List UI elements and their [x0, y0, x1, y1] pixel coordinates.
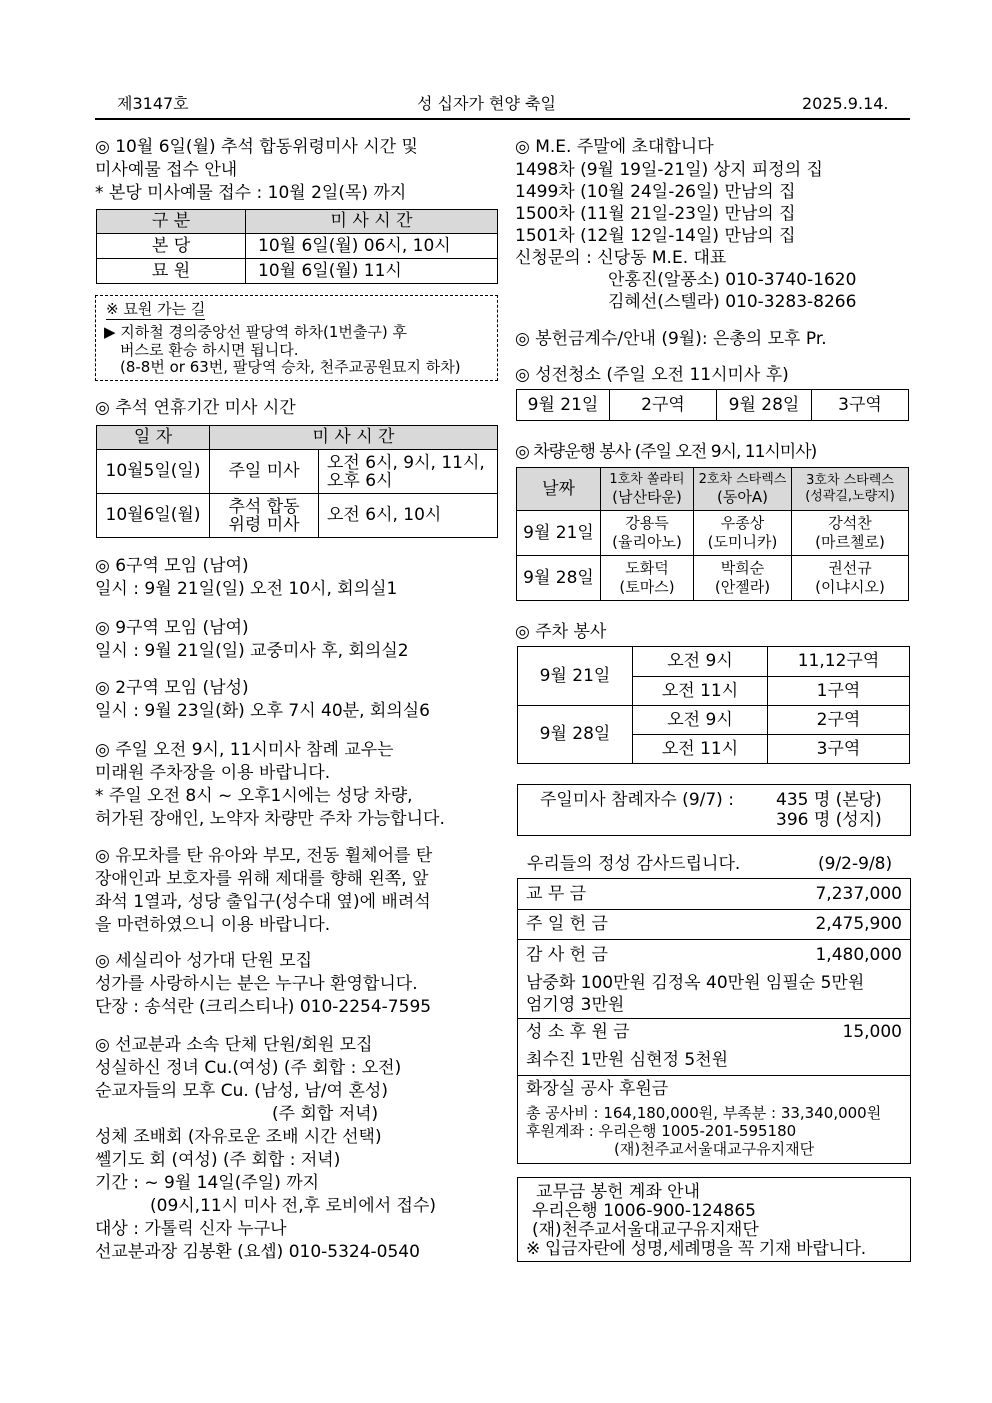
- table-cell: 2구역: [768, 706, 910, 735]
- meeting-detail: 일시 : 9월 21일(일) 오전 10시, 회의실1: [95, 579, 398, 599]
- table-cell: 9월 21일: [518, 647, 633, 706]
- parking-notice-line: ◎ 주일 오전 9시, 11시미사 참례 교우는: [95, 740, 394, 760]
- parking-notice-line: 미래원 주차장을 이용 바랍니다.: [95, 763, 331, 783]
- table-cell: 묘 원: [97, 259, 246, 284]
- driver-baptismal: (이냐시오): [815, 578, 885, 596]
- table-cell: [601, 511, 694, 556]
- table-cell: 9월 28일: [717, 390, 812, 421]
- vehicle-header-line: (성곽길,노량지): [805, 489, 895, 504]
- offering-amount: 2,475,900: [815, 914, 902, 934]
- driver-baptismal: (안젤라): [714, 578, 771, 596]
- account-line: ※ 입금자란에 성명,세례명을 꼭 기재 바랍니다.: [526, 1239, 866, 1259]
- account-box: [517, 1177, 911, 1262]
- cemetery-route-box: [95, 295, 498, 381]
- table-cell: 3구역: [812, 390, 909, 421]
- parking-notice-line: 허가된 장애인, 노약자 차량만 주차 가능합니다.: [95, 809, 445, 829]
- stroller-notice-line: ◎ 유모차를 탄 유아와 부모, 전동 휠체어를 탄: [95, 846, 433, 866]
- table-cell: 3구역: [768, 735, 910, 764]
- table-header: [792, 468, 909, 511]
- stroller-notice-line: 을 마련하였으니 이용 바랍니다.: [95, 915, 331, 935]
- driver-name: 우종상: [720, 514, 765, 532]
- offering-counter: ◎ 봉헌금계수/안내 (9월): 은총의 모후 Pr.: [515, 329, 827, 349]
- vehicle-header-line: 3호차 스타렉스: [806, 473, 894, 488]
- route-title: ※ 묘원 가는 길: [106, 300, 206, 318]
- stroller-notice-line: 장애인과 보호자를 위해 제대를 향해 왼쪽, 앞: [95, 869, 429, 889]
- choir-line: ◎ 세실리아 성가대 단원 모집: [95, 951, 313, 971]
- mass-type-line: 위령 미사: [228, 514, 300, 535]
- table-cell: 본 당: [97, 234, 246, 259]
- route-line: 버스로 환승 하시면 됩니다.: [120, 341, 299, 359]
- offering-amount: 15,000: [842, 1022, 902, 1042]
- choir-line: 성가를 사랑하시는 분은 누구나 환영합니다.: [95, 974, 418, 994]
- attendance-value: 396 명 (성지): [776, 810, 882, 830]
- mission-line: ◎ 선교분과 소속 단체 단원/회원 모집: [95, 1035, 373, 1055]
- mission-line: 성실하신 정녀 Cu.(여성) (주 회합 : 오전): [95, 1058, 402, 1078]
- thanks-period: (9/2-9/8): [818, 854, 893, 874]
- vehicle-title: ◎ 차량운행 봉사 (주일 오전 9시, 11시미사): [515, 442, 817, 462]
- me-line: 1498차 (9월 19일-21일) 상지 피정의 집: [515, 160, 823, 180]
- table-cell: 오전 6시, 10시: [319, 494, 498, 538]
- driver-name: 박희순: [720, 559, 765, 577]
- account-line: (재)천주교서울대교구유지재단: [532, 1220, 759, 1240]
- mission-line: 기간 : ~ 9월 14일(주일) 까지: [95, 1173, 320, 1193]
- offering-detail: 총 공사비 : 164,180,000원, 부족분 : 33,340,000원: [526, 1104, 882, 1122]
- offering-row: [518, 1076, 910, 1163]
- table-cell: 9월 21일: [517, 390, 610, 421]
- mission-line: 대상 : 가톨릭 신자 누구나: [95, 1219, 287, 1239]
- holiday-mass-table: [96, 425, 498, 538]
- thanks-title: 우리들의 정성 감사드립니다.: [527, 854, 741, 874]
- bulletin-header: [95, 92, 910, 120]
- offering-label: 교 무 금: [526, 884, 587, 904]
- table-cell: [792, 556, 909, 601]
- parking-service-table: [517, 646, 910, 764]
- offering-row: [518, 940, 910, 1019]
- offering-row: [518, 1019, 910, 1076]
- table-cell: [694, 511, 792, 556]
- me-line: 1499차 (10월 24일-26일) 만남의 집: [515, 182, 796, 202]
- driver-baptismal: (마르첼로): [815, 533, 885, 551]
- driver-name: 강용득: [625, 514, 669, 532]
- table-header: [601, 468, 694, 511]
- vehicle-header-line: (남산타운): [612, 487, 682, 506]
- holiday-mass-title: ◎ 추석 연휴기간 미사 시간: [95, 398, 296, 418]
- mass-type-line: 추석 합동: [228, 496, 300, 517]
- driver-baptismal: (토마스): [619, 578, 675, 596]
- table-cell: 오전 11시: [633, 677, 768, 706]
- chuseok-memorial-title-2: 미사예물 접수 안내: [95, 160, 238, 180]
- table-cell: [601, 556, 694, 601]
- offering-row: [518, 879, 910, 910]
- vehicle-header-line: (동아A): [717, 487, 768, 506]
- offering-amount: 1,480,000: [815, 945, 902, 965]
- meeting-detail: 일시 : 9월 21일(일) 교중미사 후, 회의실2: [95, 641, 409, 661]
- vehicle-table: [516, 467, 909, 601]
- mission-line: (주 회합 저녁): [272, 1104, 379, 1124]
- offering-label: 화장실 공사 후원금: [526, 1079, 669, 1099]
- driver-name: 강석찬: [828, 514, 872, 532]
- table-cell: 9월 21일: [517, 511, 601, 556]
- table-cell: 11,12구역: [768, 647, 910, 677]
- route-line: ▶ 지하철 경의중앙선 팔당역 하차(1번출구) 후: [104, 323, 407, 341]
- offering-amount: 7,237,000: [815, 884, 902, 904]
- offering-detail: 엄기영 3만원: [526, 995, 625, 1015]
- table-cell: 오전 11시: [633, 735, 768, 764]
- table-cell: 주일 미사: [210, 450, 319, 494]
- mission-line: (09시,11시 미사 전,후 로비에서 접수): [150, 1196, 437, 1216]
- table-header: 미 사 시 간: [246, 210, 498, 234]
- mission-line: 순교자들의 모후 Cu. (남성, 남/여 혼성): [95, 1081, 388, 1101]
- offerings-box: [517, 878, 911, 1164]
- issue-number: 제3147호: [117, 94, 189, 113]
- me-line: ◎ M.E. 주말에 초대합니다: [515, 137, 714, 157]
- driver-name: 도화덕: [625, 559, 669, 577]
- offering-deadline-note: * 본당 미사예물 접수 : 10월 2일(목) 까지: [95, 183, 407, 203]
- bulletin-date: 2025.9.14.: [802, 94, 889, 113]
- table-cell: [319, 450, 498, 494]
- offering-detail: 후원계좌 : 우리은행 1005-201-595180: [526, 1122, 797, 1140]
- offering-detail: 남중화 100만원 김정옥 40만원 임필순 5만원: [526, 973, 865, 993]
- table-cell: 10월5일(일): [97, 450, 210, 494]
- table-header: [694, 468, 792, 511]
- me-line: 김혜선(스텔라) 010-3283-8266: [608, 292, 857, 312]
- table-cell: 10월 6일(월) 06시, 10시: [246, 234, 498, 259]
- table-cell: [792, 511, 909, 556]
- table-cell: 오전 9시: [633, 647, 768, 677]
- parking-notice-line: * 주일 오전 8시 ~ 오후1시에는 성당 차량,: [95, 786, 413, 806]
- meeting-detail: 일시 : 9월 23일(화) 오후 7시 40분, 회의실6: [95, 701, 430, 721]
- table-header: 미 사 시 간: [210, 426, 498, 450]
- me-line: 1501차 (12월 12일-14일) 만남의 집: [515, 226, 796, 246]
- attendance-label: 주일미사 참례자수 (9/7) :: [540, 790, 734, 810]
- vehicle-header-line: 1호차 쏠라티: [609, 471, 685, 487]
- memorial-mass-table: [96, 209, 498, 284]
- table-cell: 10월6일(월): [97, 494, 210, 538]
- offering-label: 성 소 후 원 금: [526, 1022, 630, 1042]
- table-cell: 1구역: [768, 677, 910, 706]
- mission-line: 선교분과장 김봉환 (요셉) 010-5324-0540: [95, 1242, 420, 1262]
- attendance-value: 435 명 (본당): [776, 790, 882, 810]
- offering-label: 감 사 헌 금: [526, 945, 608, 965]
- meeting-title: ◎ 2구역 모임 (남성): [95, 678, 249, 698]
- table-header: 구 분: [97, 210, 246, 234]
- table-cell: 오전 9시: [633, 706, 768, 735]
- offering-label: 주 일 헌 금: [526, 914, 608, 934]
- account-line: 교무금 봉헌 계좌 안내: [536, 1182, 701, 1202]
- table-cell: 2구역: [610, 390, 717, 421]
- driver-baptismal: (율리아노): [612, 533, 682, 551]
- table-header: 일 자: [97, 426, 210, 450]
- attendance-box: [517, 784, 911, 836]
- cleaning-title: ◎ 성전청소 (주일 오전 11시미사 후): [515, 365, 789, 385]
- driver-baptismal: (도미니카): [707, 533, 778, 551]
- meeting-title: ◎ 9구역 모임 (남여): [95, 618, 249, 638]
- table-cell: 9월 28일: [518, 706, 633, 764]
- mission-line: 성체 조배회 (자유로운 조배 시간 선택): [95, 1127, 382, 1147]
- table-cell: [210, 494, 319, 538]
- driver-name: 권선규: [828, 559, 872, 577]
- table-cell: [694, 556, 792, 601]
- cleaning-table: [516, 389, 909, 421]
- offering-detail: 최수진 1만원 심현정 5천원: [526, 1050, 729, 1070]
- table-cell: 10월 6일(월) 11시: [246, 259, 498, 284]
- choir-line: 단장 : 송석란 (크리스티나) 010-2254-7595: [95, 997, 432, 1017]
- table-cell: 9월 28일: [517, 556, 601, 601]
- route-line: (8-8번 or 63번, 팔당역 승차, 천주교공원묘지 하차): [120, 358, 461, 376]
- parking-service-title: ◎ 주차 봉사: [515, 622, 607, 642]
- account-line: 우리은행 1006-900-124865: [532, 1201, 756, 1221]
- vehicle-header-line: 2호차 스타렉스: [698, 471, 787, 487]
- mass-time-line: 오전 6시, 9시, 11시,: [327, 452, 485, 473]
- offering-detail: (재)천주교서울대교구유지재단: [614, 1140, 815, 1158]
- meeting-title: ◎ 6구역 모임 (남여): [95, 556, 249, 576]
- table-header: 날짜: [517, 468, 601, 511]
- mass-time-line: 오후 6시: [327, 470, 393, 491]
- me-line: 신청문의 : 신당동 M.E. 대표: [515, 248, 727, 268]
- mission-line: 쎌기도 회 (여성) (주 회합 : 저녁): [95, 1150, 341, 1170]
- stroller-notice-line: 좌석 1열과, 성당 출입구(성수대 옆)에 배려석: [95, 892, 431, 912]
- me-line: 안홍진(알퐁소) 010-3740-1620: [608, 270, 857, 290]
- chuseok-memorial-title: ◎ 10월 6일(월) 추석 합동위령미사 시간 및: [95, 137, 418, 157]
- me-line: 1500차 (11월 21일-23일) 만남의 집: [515, 204, 796, 224]
- offering-row: [518, 910, 910, 940]
- feast-title: 성 십자가 현양 축일: [417, 94, 556, 113]
